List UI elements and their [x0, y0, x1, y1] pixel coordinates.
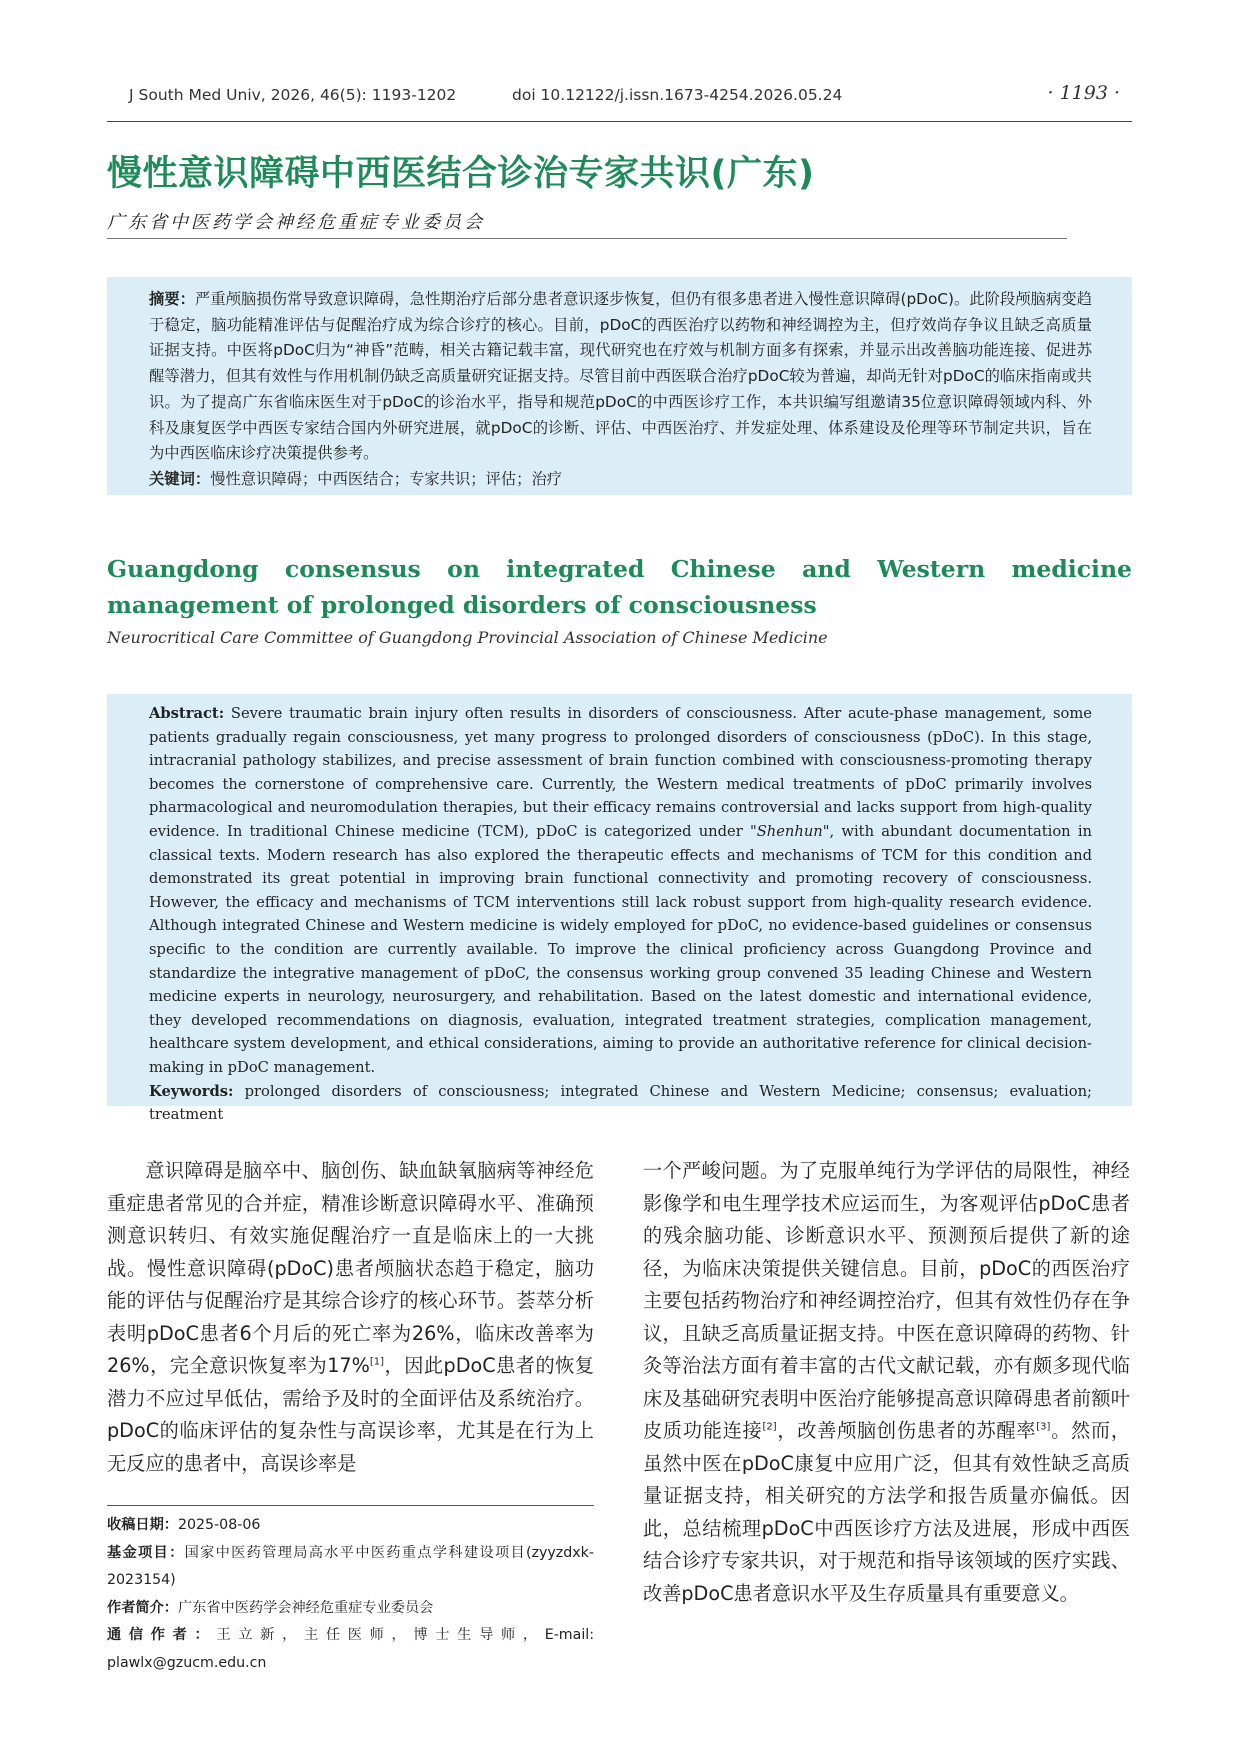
title-divider: [107, 238, 1067, 239]
body-column-right: [643, 1155, 1130, 1610]
english-keywords: [149, 1080, 1092, 1127]
page-number: · 1193 ·: [1047, 82, 1120, 104]
footnote-label: 作者简介：: [107, 1599, 178, 1616]
english-abstract: [149, 702, 1092, 1080]
citation-ref-3[interactable]: [3]: [1036, 1421, 1051, 1433]
english-abstract-text-2: ", with abundant documentation in classical texts. Modern research has also explored the therapeutic effects and mechanisms of TCM for this condition and demonstrated its great potential in improving brain functional connectivity and promoting recovery of consciousness. However, the efficacy and mechanisms of TCM interventions still lack robust support from high-quality research evidence. Although integrated Chinese and Western medicine is widely employed for pDoC, no evidence-based guidelines or consensus specific to the condition are currently available. To improve the clinical proficiency across Guangdong Province and standardize the integrative management of pDoC, the consensus working group convened 35 leading Chinese and Western medicine experts in neurology, neurosurgery, and rehabilitation. Based on the latest domestic and international evidence, they developed recommendations on diagnosis, evaluation, integrated treatment strategies, complication management, healthcare system development, and ethical considerations, aiming to provide an authoritative reference for clinical decision-making in pDoC management.: [149, 822, 1092, 1076]
journal-citation: J South Med Univ, 2026, 46(5): 1193-1202: [129, 86, 457, 104]
footnote-value: 2025-08-06: [177, 1517, 261, 1533]
running-header: [107, 82, 1132, 112]
body-text: 一个严峻问题。为了克服单纯行为学评估的局限性，神经影像学和电生理学技术应运而生，为客观评估pDoC患者的残余脑功能、诊断意识水平、预测预后提供了新的途径，为临床决策提供关键信息。目前，pDoC的西医治疗主要包括药物治疗和神经调控治疗，但其有效性仍存在争议，且缺乏高质量证据支持。中医在意识障碍的药物、针灸等治法方面有着丰富的古代文献记载，亦有颇多现代临床及基础研究表明中医治疗能够提高意识障碍患者前额叶皮质功能连接: [643, 1159, 1130, 1442]
chinese-keywords-label: 关键词：: [149, 469, 211, 488]
footnote-value: 国家中医药管理局高水平中医药重点学科建设项目(zyyzdxk-2023154): [107, 1544, 594, 1589]
footnote-value: 广东省中医药学会神经危重症专业委员会: [177, 1599, 434, 1616]
header-divider: [107, 121, 1132, 122]
footnote-corresponding: [107, 1622, 594, 1677]
footnote-divider: [107, 1505, 594, 1506]
body-text: 。然而，虽然中医在pDoC康复中应用广泛，但其有效性缺乏高质量证据支持，相关研究的方法学和报告质量亦偏低。因此，总结梳理pDoC中西医诊疗方法及进展，形成中西医结合诊疗专家共识，对于规范和指导该领域的医疗实践、改善pDoC患者意识水平及生存质量具有重要意义。: [643, 1419, 1131, 1605]
english-authors: Neurocritical Care Committee of Guangdong Provincial Association of Chinese Medicine: [107, 628, 828, 647]
chinese-authors: 广东省中医药学会神经危重症专业委员会: [107, 212, 485, 233]
body-paragraph-1-continued: [643, 1155, 1130, 1610]
footnote-received: [107, 1512, 594, 1540]
footnote-author: [107, 1595, 594, 1623]
body-text: ，改善颅脑创伤患者的苏醒率: [776, 1419, 1037, 1442]
footnotes: [107, 1512, 594, 1678]
body-text: ，因此pDoC患者的恢复潜力不应过早低估，需给予及时的全面评估及系统治疗。pDoC的临床评估的复杂性与高误诊率，尤其是在行为上无反应的患者中，高误诊率是: [107, 1354, 595, 1475]
chinese-abstract-box: [107, 277, 1132, 495]
footnote-fund: [107, 1540, 594, 1595]
chinese-abstract-label: 摘要：: [149, 290, 196, 308]
body-paragraph-1: [107, 1155, 594, 1480]
chinese-keywords: [149, 467, 1092, 493]
english-abstract-text-1: Severe traumatic brain injury often results in disorders of consciousness. After acute-phase management, some patients gradually regain consciousness, yet many progress to prolonged disorders of consciousness (pDoC). In this stage, intracranial pathology stabilizes, and precise assessment of brain function combined with consciousness-promoting therapy becomes the cornerstone of comprehensive care. Currently, the Western medical treatments of pDoC primarily involves pharmacological and neuromodulation therapies, but their efficacy remains controversial and lacks support from high-quality evidence. In traditional Chinese medicine (TCM), pDoC is categorized under ": [149, 705, 1092, 840]
english-abstract-italic-term: Shenhun: [756, 822, 823, 840]
english-title: Guangdong consensus on integrated Chinese and Western medicine management of prolonged disorders of consciousness: [107, 555, 1132, 619]
chinese-keywords-text: 慢性意识障碍；中西医结合；专家共识；评估；治疗: [210, 469, 563, 488]
english-abstract-label: Abstract:: [149, 705, 225, 722]
footnote-label: 收稿日期：: [107, 1517, 178, 1533]
chinese-abstract-text: 严重颅脑损伤常导致意识障碍，急性期治疗后部分患者意识逐步恢复，但仍有很多患者进入慢性意识障碍(pDoC)。此阶段颅脑病变趋于稳定，脑功能精准评估与促醒治疗成为综合诊疗的核心。目前，pDoC的西医治疗以药物和神经调控为主，但疗效尚存争议且缺乏高质量证据支持。中医将pDoC归为“神昏”范畴，相关古籍记载丰富，现代研究也在疗效与机制方面多有探索，并显示出改善脑功能连接、促进苏醒等潜力，但其有效性与作用机制仍缺乏高质量研究证据支持。尽管目前中西医联合治疗pDoC较为普遍，却尚无针对pDoC的临床指南或共识。为了提高广东省临床医生对于pDoC的诊治水平，指导和规范pDoC的中西医诊疗工作，本共识编写组邀请35位意识障碍领域内科、外科及康复医学中西医专家结合国内外研究进展，就pDoC的诊断、评估、中西医治疗、并发症处理、体系建设及伦理等环节制定共识，旨在为中西医临床诊疗决策提供参考。: [149, 290, 1092, 463]
footnote-label: 基金项目：: [107, 1544, 185, 1561]
chinese-title: 慢性意识障碍中西医结合诊治专家共识(广东): [107, 154, 815, 194]
body-text: 意识障碍是脑卒中、脑创伤、缺血缺氧脑病等神经危重症患者常见的合并症，精准诊断意识障碍水平、准确预测意识转归、有效实施促醒治疗一直是临床上的一大挑战。慢性意识障碍(pDoC)患者颅脑状态趋于稳定，脑功能的评估与促醒治疗是其综合诊疗的核心环节。荟萃分析表明pDoC患者6个月后的死亡率为26%，临床改善率为26%，完全意识恢复率为17%: [107, 1159, 594, 1377]
english-abstract-box: [107, 694, 1132, 1124]
footnote-value[interactable]: 王立新，主任医师，博士生导师，E-mail: plawlx@gzucm.edu.cn: [107, 1627, 594, 1671]
english-keywords-text: prolonged disorders of consciousness; integrated Chinese and Western Medicine; consensus; evaluation; treatment: [149, 1082, 1092, 1124]
english-keywords-label: Keywords:: [149, 1082, 234, 1100]
citation-ref-1[interactable]: [1]: [369, 1356, 385, 1368]
chinese-abstract: [149, 287, 1092, 467]
body-column-left: [107, 1155, 594, 1480]
doi-text: doi 10.12122/j.issn.1673-4254.2026.05.24: [512, 86, 843, 104]
footnote-label: 通信作者：: [107, 1627, 217, 1644]
citation-ref-2[interactable]: [2]: [762, 1421, 777, 1433]
